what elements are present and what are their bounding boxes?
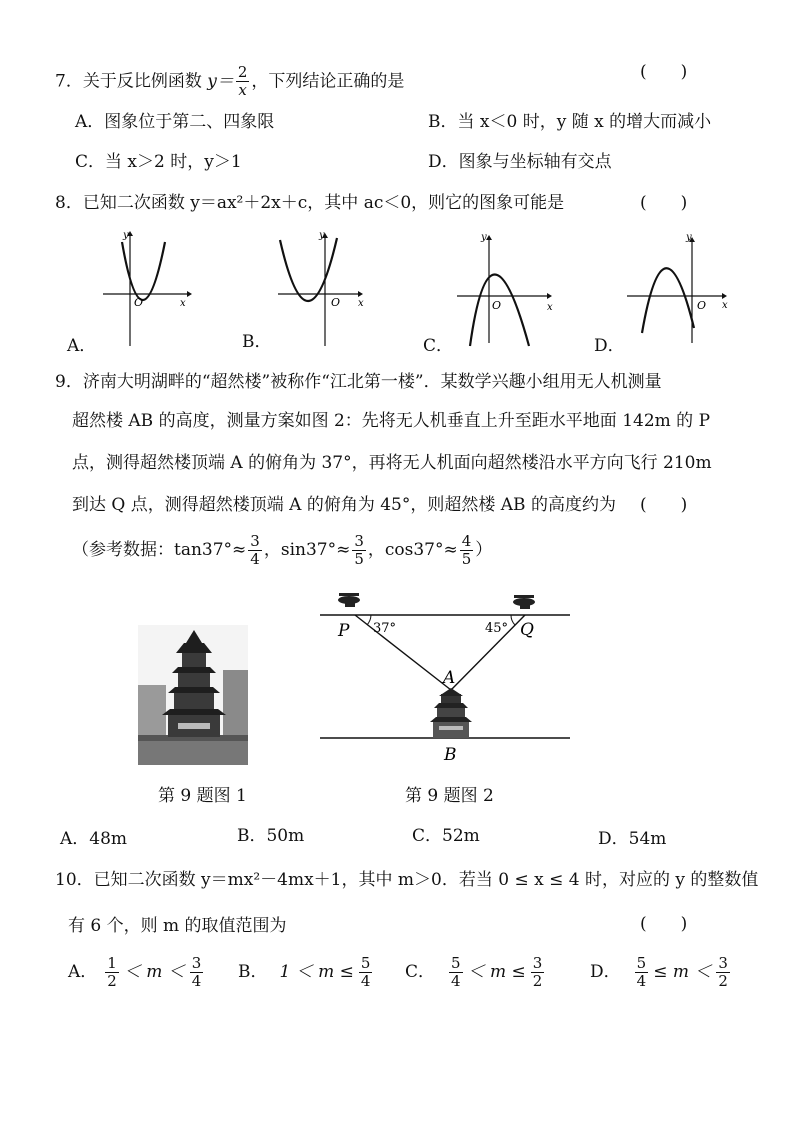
q10-option-a: A． $\frac{1}{2}$ ＜ m ＜ $\frac{3}{4}$	[68, 954, 202, 991]
q7-option-b: B．当 x＜0 时，y 随 x 的增大而减小	[428, 112, 712, 132]
q8a-origin-label: O	[134, 296, 144, 309]
q7-option-a: A．图象位于第二、四象限	[75, 112, 275, 132]
angle-45-label: 45°	[485, 621, 509, 636]
q9-option-c: C．52m	[412, 826, 480, 846]
point-q-label: Q	[520, 620, 534, 640]
q10-line-2: 有 6 个，则 m 的取值范围为	[68, 916, 287, 936]
q8a-y-label: y	[123, 230, 129, 241]
q9-tower-photo	[138, 625, 248, 765]
angle-37-label: 37°	[373, 621, 397, 636]
q7-fraction: $\frac{2}{x}$	[237, 63, 248, 100]
q8b-y-label: y	[319, 230, 325, 241]
drone-icon-p	[338, 593, 360, 607]
q10-option-c: C． $\frac{5}{4}$ ＜ m ≤ $\frac{3}{2}$	[405, 954, 543, 991]
q8-label-a: A．	[67, 336, 97, 356]
point-b-label: B	[444, 745, 457, 765]
q7-option-c: C．当 x＞2 时，y＞1	[75, 152, 242, 172]
q8c-y-label: y	[481, 232, 487, 243]
q9-caption-2: 第 9 题图 2	[405, 786, 494, 806]
q9-line-2: 超然楼 AB 的高度，测量方案如图 2：先将无人机垂直上升至距水平地面 142m 的 P	[72, 411, 711, 431]
q8d-origin-label: O	[697, 299, 707, 312]
q8-graph-c	[452, 228, 557, 348]
q8b-x-label: x	[358, 298, 364, 309]
q8b-origin-label: O	[331, 296, 341, 309]
q9-caption-1: 第 9 题图 1	[158, 786, 247, 806]
q8-graph-d	[622, 228, 732, 348]
point-p-label: P	[338, 621, 350, 641]
q8-stem: 8．已知二次函数 y＝ax²＋2x＋c，其中 ac＜0，则它的图象可能是	[55, 193, 565, 213]
point-a-label: A	[443, 668, 456, 688]
q8-label-b: B．	[242, 332, 272, 352]
q9-option-a: A．48m	[60, 829, 128, 849]
q8-graph-b	[270, 228, 370, 348]
q8a-x-label: x	[180, 298, 186, 309]
q9-option-d: D．54m	[598, 829, 667, 849]
q8-label-c: C．	[423, 336, 454, 356]
q9-answer-paren: ( )	[640, 495, 688, 515]
q9-reference-data: （参考数据：tan37°≈ $\frac{3}{4}$ ，sin37°≈ $\frac{3}{5}$ ，cos37°≈ $\frac{4}{5}$ ）	[72, 532, 493, 569]
q10-answer-paren: ( )	[640, 914, 688, 934]
q8c-origin-label: O	[492, 299, 502, 312]
q9-line-4: 到达 Q 点，测得超然楼顶端 A 的俯角为 45°，则超然楼 AB 的高度约为	[72, 495, 616, 515]
q9-line-3: 点，测得超然楼顶端 A 的俯角为 37°，再将无人机面向超然楼沿水平方向飞行 210m	[72, 453, 712, 473]
q8-answer-paren: ( )	[640, 193, 688, 213]
drone-icon-q	[513, 595, 535, 609]
q8d-y-label: y	[686, 232, 692, 243]
q8c-x-label: x	[547, 302, 553, 313]
q7-stem: 7．关于反比例函数 y＝ $\frac{2}{x}$ ，下列结论正确的是	[55, 63, 405, 100]
q9-line-1: 9．济南大明湖畔的“超然楼”被称作“江北第一楼”．某数学兴趣小组用无人机测量	[55, 372, 662, 392]
q7-answer-paren: ( )	[640, 62, 688, 82]
q10-line-1: 10．已知二次函数 y＝mx²－4mx＋1，其中 m＞0．若当 0 ≤ x ≤ 4 时，对应的 y 的整数值	[55, 870, 759, 890]
q9-geometry-figure	[315, 590, 575, 765]
q9-option-b: B．50m	[237, 826, 305, 846]
q8-graph-a	[95, 228, 190, 348]
q8d-x-label: x	[722, 300, 728, 311]
q10-option-d: D． $\frac{5}{4}$ ≤ m ＜ $\frac{3}{2}$	[590, 954, 728, 991]
tower-icon	[430, 688, 472, 738]
q8-label-d: D．	[594, 336, 625, 356]
q10-option-b: B． 1 ＜ m ≤ $\frac{5}{4}$	[238, 954, 371, 991]
q7-option-d: D．图象与坐标轴有交点	[428, 152, 612, 172]
